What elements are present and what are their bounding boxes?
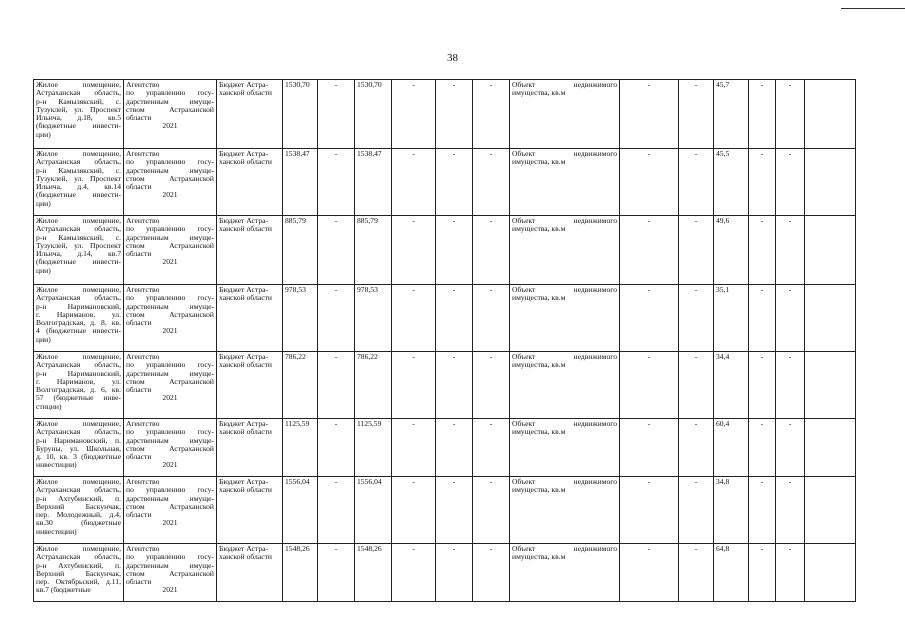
- agency-cell-line: по управлению госу-: [126, 361, 214, 370]
- funding-source-cell-line: Бюджет Астра-: [219, 420, 269, 428]
- unit-cell-line: Объект недвижимого: [512, 353, 617, 361]
- agency-cell-line: ством Астраханской: [126, 502, 214, 511]
- agency-cell-line: Агентство: [126, 217, 160, 225]
- value-cell: -: [749, 80, 776, 149]
- unit-cell-line: Объект недвижимого: [512, 478, 617, 486]
- table-row: [34, 419, 856, 477]
- funding-source-cell-line: ханской области: [219, 89, 272, 98]
- agency-cell-line: области: [126, 578, 152, 587]
- object-description-cell-line: (бюджетные инвести-: [36, 191, 121, 200]
- object-description-cell-line: 4 (бюджетные инвести-: [36, 327, 121, 336]
- amount-cell: 1530,70: [355, 80, 392, 149]
- agency-cell-line: области: [126, 511, 152, 520]
- object-description-cell-line: инвестиции): [36, 527, 77, 536]
- agency-cell-line: области: [126, 114, 152, 123]
- funding-source-cell: [217, 149, 283, 216]
- agency-cell-line: области: [126, 386, 152, 395]
- object-description-cell: [34, 216, 124, 285]
- object-description-cell-line: г. Нариманов, ул.: [36, 310, 121, 319]
- table-row: [34, 477, 856, 544]
- agency-cell-line: ством Астраханской: [126, 241, 214, 250]
- agency-cell: [124, 80, 217, 149]
- agency-cell-line: Агентство: [126, 286, 160, 294]
- value-cell: -: [776, 285, 805, 352]
- agency-cell-line: по управлению госу-: [126, 89, 214, 98]
- unit-cell: [510, 285, 620, 352]
- object-description-cell-line: р-н Камызякский, с.: [36, 166, 121, 175]
- agency-cell-line: дарственным имуще-: [126, 369, 214, 378]
- value-cell: -: [620, 80, 679, 149]
- page-number: 38: [447, 52, 458, 64]
- value-cell: -: [679, 80, 714, 149]
- value-cell: -: [473, 477, 510, 544]
- value-cell: -: [473, 80, 510, 149]
- object-description-cell-line: р-н Ахтубинский, п.: [36, 561, 121, 570]
- amount-cell: 1548,26: [283, 544, 318, 602]
- empty-cell: [805, 419, 856, 477]
- agency-cell: [124, 477, 217, 544]
- agency-cell-line: Агентство: [126, 353, 160, 361]
- unit-cell-line: имущества, кв.м: [512, 294, 566, 303]
- agency-cell-line: ством Астраханской: [126, 569, 214, 578]
- capacity-cell: 45,7: [714, 80, 749, 149]
- capacity-cell: 60,4: [714, 419, 749, 477]
- capacity-cell: 49,6: [714, 216, 749, 285]
- object-description-cell-line: р-н Наримановский, п.: [36, 436, 121, 445]
- value-cell: -: [620, 352, 679, 419]
- amount-cell: 786,22: [355, 352, 392, 419]
- value-cell: -: [620, 149, 679, 216]
- value-cell: -: [318, 80, 355, 149]
- value-cell: -: [473, 544, 510, 602]
- object-description-cell-line: р-н Камызякский, с.: [36, 97, 121, 106]
- capacity-cell: 34,4: [714, 352, 749, 419]
- agency-cell-line: 2021: [162, 394, 178, 403]
- agency-cell-line: по управлению госу-: [126, 158, 214, 167]
- value-cell: -: [436, 419, 473, 477]
- agency-cell-line: Агентство: [126, 150, 160, 158]
- agency-cell: [124, 419, 217, 477]
- object-description-cell: [34, 80, 124, 149]
- agency-cell-line: дарственным имуще-: [126, 233, 214, 242]
- agency-cell: [124, 149, 217, 216]
- agency-cell-line: ством Астраханской: [126, 377, 214, 386]
- object-description-cell-line: (бюджетные инвести-: [36, 258, 121, 267]
- table-row: [34, 80, 856, 149]
- agency-cell-line: области: [126, 453, 152, 462]
- object-description-cell-line: Астраханская область,: [36, 294, 121, 303]
- object-description-cell-line: пер. Октябрьский, д.11,: [36, 578, 121, 587]
- value-cell: -: [318, 216, 355, 285]
- agency-cell-line: Агентство: [126, 81, 160, 89]
- agency-cell-line: по управлению госу-: [126, 486, 214, 495]
- agency-cell-line: по управлению госу-: [126, 553, 214, 562]
- funding-source-cell-line: ханской области: [219, 225, 272, 234]
- object-description-cell-line: кв.7 (бюджетные: [36, 586, 91, 595]
- agency-cell: [124, 216, 217, 285]
- unit-cell-line: имущества, кв.м: [512, 553, 566, 562]
- value-cell: -: [318, 352, 355, 419]
- object-description-cell-line: Ильича, д.14, кв.7: [36, 250, 121, 259]
- object-description-cell-line: р-н Ахтубинский, п.: [36, 494, 121, 503]
- agency-cell-line: Агентство: [126, 545, 160, 553]
- object-description-cell-line: Жилое помещение,: [36, 420, 121, 428]
- agency-cell-line: по управлению госу-: [126, 428, 214, 437]
- object-description-cell-line: ции): [36, 335, 51, 344]
- funding-source-cell: [217, 477, 283, 544]
- funding-source-cell-line: Бюджет Астра-: [219, 150, 269, 158]
- value-cell: -: [776, 216, 805, 285]
- unit-cell: [510, 149, 620, 216]
- object-description-cell-line: Волгоградская, д. 8, кв.: [36, 319, 121, 328]
- amount-cell: 1530,70: [283, 80, 318, 149]
- value-cell: -: [749, 419, 776, 477]
- funding-source-cell-line: Бюджет Астра-: [219, 353, 269, 361]
- object-description-cell-line: ции): [36, 266, 51, 275]
- unit-cell-line: Объект недвижимого: [512, 217, 617, 225]
- value-cell: -: [776, 80, 805, 149]
- value-cell: -: [436, 216, 473, 285]
- object-description-cell-line: пер. Молодежный, д.4,: [36, 511, 121, 520]
- value-cell: -: [436, 149, 473, 216]
- value-cell: -: [776, 149, 805, 216]
- capacity-cell: 45,5: [714, 149, 749, 216]
- table-row: [34, 352, 856, 419]
- unit-cell: [510, 477, 620, 544]
- amount-cell: 978,53: [283, 285, 318, 352]
- agency-cell-line: дарственным имуще-: [126, 561, 214, 570]
- unit-cell-line: имущества, кв.м: [512, 89, 566, 98]
- agency-cell-line: 2021: [162, 586, 178, 595]
- object-description-cell-line: Верхний Баскунчак,: [36, 569, 121, 578]
- value-cell: -: [749, 477, 776, 544]
- object-description-cell-line: ции): [36, 199, 51, 208]
- agency-cell-line: Агентство: [126, 478, 160, 486]
- amount-cell: 1548,26: [355, 544, 392, 602]
- agency-cell: [124, 544, 217, 602]
- agency-cell-line: дарственным имуще-: [126, 302, 214, 311]
- agency-cell-line: дарственным имуще-: [126, 494, 214, 503]
- object-description-cell-line: инвестиции): [36, 461, 77, 470]
- value-cell: -: [620, 216, 679, 285]
- object-description-cell-line: Ильича, д.4, кв.14: [36, 183, 121, 192]
- agency-cell-line: по управлению госу-: [126, 294, 214, 303]
- funding-source-cell: [217, 80, 283, 149]
- object-description-cell-line: Жилое помещение,: [36, 286, 121, 294]
- value-cell: -: [620, 419, 679, 477]
- empty-cell: [805, 149, 856, 216]
- object-description-cell: [34, 477, 124, 544]
- unit-cell: [510, 216, 620, 285]
- value-cell: -: [776, 544, 805, 602]
- object-description-cell: [34, 149, 124, 216]
- funding-source-cell-line: Бюджет Астра-: [219, 545, 269, 553]
- unit-cell-line: имущества, кв.м: [512, 225, 566, 234]
- agency-cell: [124, 352, 217, 419]
- object-description-cell-line: д. 10, кв. 3 (бюджетные: [36, 453, 121, 462]
- amount-cell: 786,22: [283, 352, 318, 419]
- unit-cell: [510, 352, 620, 419]
- value-cell: -: [749, 149, 776, 216]
- value-cell: -: [776, 477, 805, 544]
- amount-cell: 885,79: [355, 216, 392, 285]
- value-cell: -: [679, 216, 714, 285]
- value-cell: -: [392, 544, 436, 602]
- funding-source-cell-line: ханской области: [219, 486, 272, 495]
- object-description-cell-line: Жилое помещение,: [36, 478, 121, 486]
- value-cell: -: [679, 149, 714, 216]
- value-cell: -: [749, 352, 776, 419]
- value-cell: -: [679, 419, 714, 477]
- empty-cell: [805, 477, 856, 544]
- agency-cell-line: дарственным имуще-: [126, 436, 214, 445]
- value-cell: -: [436, 477, 473, 544]
- object-description-cell-line: Тузуклей, ул. Проспект: [36, 105, 121, 114]
- unit-cell-line: имущества, кв.м: [512, 486, 566, 495]
- unit-cell: [510, 419, 620, 477]
- agency-cell-line: дарственным имуще-: [126, 166, 214, 175]
- value-cell: -: [473, 419, 510, 477]
- unit-cell-line: Объект недвижимого: [512, 81, 617, 89]
- amount-cell: 978,53: [355, 285, 392, 352]
- value-cell: -: [776, 419, 805, 477]
- unit-cell: [510, 544, 620, 602]
- value-cell: -: [436, 352, 473, 419]
- agency-cell-line: 2021: [162, 461, 178, 470]
- object-description-cell-line: Тузуклей, ул. Проспект: [36, 241, 121, 250]
- top-right-rule: [841, 8, 905, 9]
- object-description-cell-line: Ильича, д.18, кв.5: [36, 114, 121, 123]
- value-cell: -: [318, 477, 355, 544]
- investment-table: [33, 79, 856, 602]
- unit-cell: [510, 80, 620, 149]
- amount-cell: 1125,59: [283, 419, 318, 477]
- value-cell: -: [679, 352, 714, 419]
- funding-source-cell: [217, 285, 283, 352]
- empty-cell: [805, 80, 856, 149]
- object-description-cell-line: Жилое помещение,: [36, 150, 121, 158]
- object-description-cell-line: (бюджетные инвести-: [36, 122, 121, 131]
- value-cell: -: [620, 544, 679, 602]
- object-description-cell-line: Верхний Баскунчак,: [36, 502, 121, 511]
- object-description-cell-line: Астраханская область,: [36, 225, 121, 234]
- object-description-cell-line: р-н Наримановский,: [36, 302, 121, 311]
- value-cell: -: [679, 477, 714, 544]
- table-row: [34, 544, 856, 602]
- funding-source-cell-line: Бюджет Астра-: [219, 286, 269, 294]
- amount-cell: 885,79: [283, 216, 318, 285]
- table-body: [34, 80, 856, 602]
- unit-cell-line: Объект недвижимого: [512, 545, 617, 553]
- object-description-cell-line: Тузуклей, ул. Проспект: [36, 174, 121, 183]
- object-description-cell-line: кв.30 (бюджетные: [36, 519, 121, 528]
- unit-cell-line: Объект недвижимого: [512, 286, 617, 294]
- object-description-cell: [34, 419, 124, 477]
- value-cell: -: [318, 149, 355, 216]
- table-row: [34, 285, 856, 352]
- object-description-cell-line: р-н Наримановский,: [36, 369, 121, 378]
- value-cell: -: [392, 352, 436, 419]
- amount-cell: 1556,04: [355, 477, 392, 544]
- funding-source-cell: [217, 419, 283, 477]
- value-cell: -: [392, 285, 436, 352]
- object-description-cell-line: Жилое помещение,: [36, 217, 121, 225]
- funding-source-cell-line: ханской области: [219, 428, 272, 437]
- value-cell: -: [436, 80, 473, 149]
- empty-cell: [805, 285, 856, 352]
- object-description-cell-line: Астраханская область,: [36, 158, 121, 167]
- amount-cell: 1556,04: [283, 477, 318, 544]
- unit-cell-line: Объект недвижимого: [512, 150, 617, 158]
- value-cell: -: [749, 285, 776, 352]
- agency-cell-line: 2021: [162, 191, 178, 200]
- agency-cell-line: 2021: [162, 327, 178, 336]
- agency-cell-line: ством Астраханской: [126, 174, 214, 183]
- unit-cell-line: имущества, кв.м: [512, 428, 566, 437]
- object-description-cell-line: Жилое помещение,: [36, 545, 121, 553]
- agency-cell-line: дарственным имуще-: [126, 97, 214, 106]
- amount-cell: 1125,59: [355, 419, 392, 477]
- amount-cell: 1538,47: [355, 149, 392, 216]
- object-description-cell: [34, 352, 124, 419]
- value-cell: -: [392, 149, 436, 216]
- object-description-cell-line: р-н Камызякский, с.: [36, 233, 121, 242]
- unit-cell-line: имущества, кв.м: [512, 361, 566, 370]
- object-description-cell-line: Астраханская область,: [36, 89, 121, 98]
- value-cell: -: [436, 285, 473, 352]
- value-cell: -: [473, 352, 510, 419]
- object-description-cell: [34, 285, 124, 352]
- value-cell: -: [473, 285, 510, 352]
- object-description-cell: [34, 544, 124, 602]
- value-cell: -: [473, 216, 510, 285]
- object-description-cell-line: Жилое помещение,: [36, 353, 121, 361]
- value-cell: -: [749, 216, 776, 285]
- table-row: [34, 216, 856, 285]
- object-description-cell-line: 57 (бюджетные инве-: [36, 394, 121, 403]
- agency-cell-line: по управлению госу-: [126, 225, 214, 234]
- value-cell: -: [318, 544, 355, 602]
- object-description-cell-line: стиции): [36, 402, 62, 411]
- value-cell: -: [392, 80, 436, 149]
- funding-source-cell-line: Бюджет Астра-: [219, 81, 269, 89]
- value-cell: -: [620, 477, 679, 544]
- value-cell: -: [318, 285, 355, 352]
- funding-source-cell: [217, 216, 283, 285]
- value-cell: -: [749, 544, 776, 602]
- value-cell: -: [392, 419, 436, 477]
- object-description-cell-line: Астраханская область,: [36, 428, 121, 437]
- value-cell: -: [392, 477, 436, 544]
- funding-source-cell-line: ханской области: [219, 294, 272, 303]
- agency-cell-line: 2021: [162, 122, 178, 131]
- agency-cell-line: Агентство: [126, 420, 160, 428]
- funding-source-cell-line: ханской области: [219, 361, 272, 370]
- funding-source-cell-line: ханской области: [219, 158, 272, 167]
- agency-cell-line: области: [126, 319, 152, 328]
- object-description-cell-line: Астраханская область,: [36, 361, 121, 370]
- value-cell: -: [776, 352, 805, 419]
- value-cell: -: [318, 419, 355, 477]
- object-description-cell-line: Волгоградская, д. 6, кв.: [36, 386, 121, 395]
- agency-cell-line: ством Астраханской: [126, 310, 214, 319]
- object-description-cell-line: Астраханская область,: [36, 486, 121, 495]
- object-description-cell-line: ции): [36, 130, 51, 139]
- funding-source-cell-line: Бюджет Астра-: [219, 217, 269, 225]
- unit-cell-line: Объект недвижимого: [512, 420, 617, 428]
- value-cell: -: [473, 149, 510, 216]
- value-cell: -: [436, 544, 473, 602]
- agency-cell-line: области: [126, 250, 152, 259]
- empty-cell: [805, 544, 856, 602]
- empty-cell: [805, 352, 856, 419]
- funding-source-cell: [217, 544, 283, 602]
- agency-cell: [124, 285, 217, 352]
- capacity-cell: 35,1: [714, 285, 749, 352]
- object-description-cell-line: Астраханская область,: [36, 553, 121, 562]
- value-cell: -: [679, 285, 714, 352]
- object-description-cell-line: Буруны, ул. Школьная,: [36, 444, 121, 453]
- value-cell: -: [392, 216, 436, 285]
- funding-source-cell-line: Бюджет Астра-: [219, 478, 269, 486]
- agency-cell-line: ством Астраханской: [126, 105, 214, 114]
- agency-cell-line: 2021: [162, 258, 178, 267]
- object-description-cell-line: г. Нариманов, ул.: [36, 377, 121, 386]
- unit-cell-line: имущества, кв.м: [512, 158, 566, 167]
- empty-cell: [805, 216, 856, 285]
- agency-cell-line: области: [126, 183, 152, 192]
- agency-cell-line: 2021: [162, 519, 178, 528]
- object-description-cell-line: Жилое помещение,: [36, 81, 121, 89]
- table-row: [34, 149, 856, 216]
- funding-source-cell: [217, 352, 283, 419]
- amount-cell: 1538,47: [283, 149, 318, 216]
- funding-source-cell-line: ханской области: [219, 553, 272, 562]
- capacity-cell: 64,8: [714, 544, 749, 602]
- capacity-cell: 34,8: [714, 477, 749, 544]
- value-cell: -: [620, 285, 679, 352]
- agency-cell-line: ством Астраханской: [126, 444, 214, 453]
- value-cell: -: [679, 544, 714, 602]
